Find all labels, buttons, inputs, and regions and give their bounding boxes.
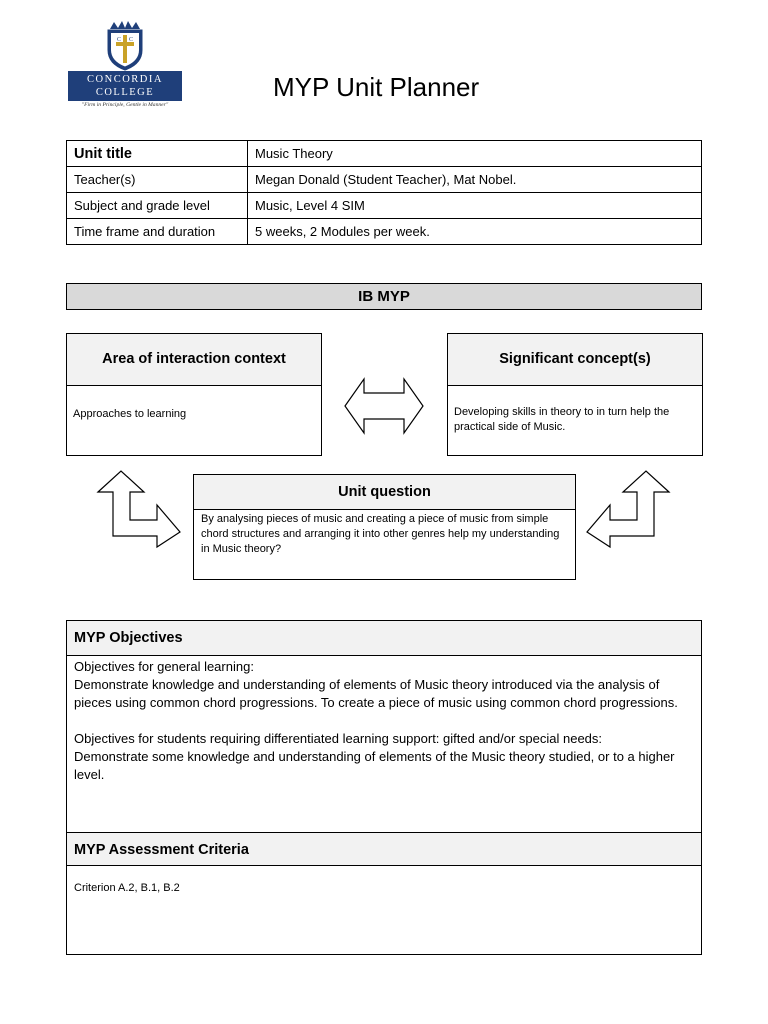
- objectives-section: [66, 620, 702, 955]
- unit-title-value: Music Theory: [248, 141, 702, 167]
- svg-text:C: C: [129, 37, 134, 43]
- significant-concepts-title: Significant concept(s): [448, 334, 702, 386]
- myp-objectives-title: MYP Objectives: [67, 621, 701, 656]
- time-frame-value: 5 weeks, 2 Modules per week.: [248, 219, 702, 245]
- subject-grade-value: Music, Level 4 SIM: [248, 193, 702, 219]
- logo-banner: [68, 71, 182, 101]
- time-frame-label: Time frame and duration: [67, 219, 248, 245]
- unit-question-box: [193, 474, 576, 580]
- logo-name-line2: COLLEGE: [95, 87, 155, 98]
- teachers-value: Megan Donald (Student Teacher), Mat Nobel.: [248, 167, 702, 193]
- area-of-interaction-body: Approaches to learning: [73, 408, 187, 420]
- differentiated-objectives: [74, 730, 694, 784]
- svg-text:C: C: [117, 37, 122, 43]
- general-objectives: [74, 658, 694, 712]
- bent-arrow-right-icon: [97, 470, 181, 548]
- assessment-criteria-body: Criterion A.2, B.1, B.2: [74, 882, 180, 894]
- unit-title-label: Unit title: [67, 141, 248, 167]
- unit-question-title: Unit question: [194, 475, 575, 510]
- unit-question-body: By analysing pieces of music and creating a piece of music from simple chord structures and arranging it into other genres help my understanding in Music theory?: [201, 513, 560, 555]
- table-row: [67, 167, 702, 193]
- double-arrow-icon: [344, 378, 424, 434]
- area-of-interaction-title: Area of interaction context: [67, 334, 321, 386]
- logo-motto: "Firm in Principle, Gentle in Manner": [81, 102, 169, 108]
- differentiated-objectives-label: Objectives for students requiring differentiated learning support: gifted and/or special needs:: [74, 731, 603, 746]
- table-row: [67, 219, 702, 245]
- significant-concepts-box: [447, 333, 703, 456]
- crest-icon: [66, 20, 184, 72]
- assessment-criteria-title: MYP Assessment Criteria: [67, 832, 701, 866]
- unit-info-table: [66, 140, 702, 245]
- table-row: [67, 193, 702, 219]
- table-row: [67, 141, 702, 167]
- bent-arrow-left-icon: [586, 470, 670, 548]
- page-title: MYP Unit Planner: [273, 72, 480, 102]
- significant-concepts-body: Developing skills in theory to in turn help the practical side of Music.: [454, 406, 670, 433]
- area-of-interaction-box: [66, 333, 322, 456]
- general-objectives-label: Objectives for general learning:: [74, 659, 254, 674]
- teachers-label: Teacher(s): [67, 167, 248, 193]
- logo-name-line1: CONCORDIA: [87, 74, 163, 85]
- myp-objectives-body: [67, 656, 701, 832]
- general-objectives-text: Demonstrate knowledge and understanding of elements of Music theory introduced via the analysis of pieces using common chord progressions. To create a piece of music using common chord progressions.: [74, 677, 678, 710]
- differentiated-objectives-text: Demonstrate some knowledge and understanding of elements of the Music theory studied, or to a higher level.: [74, 749, 675, 782]
- subject-grade-label: Subject and grade level: [67, 193, 248, 219]
- ib-myp-heading: IB MYP: [66, 283, 702, 310]
- school-logo: [66, 20, 184, 112]
